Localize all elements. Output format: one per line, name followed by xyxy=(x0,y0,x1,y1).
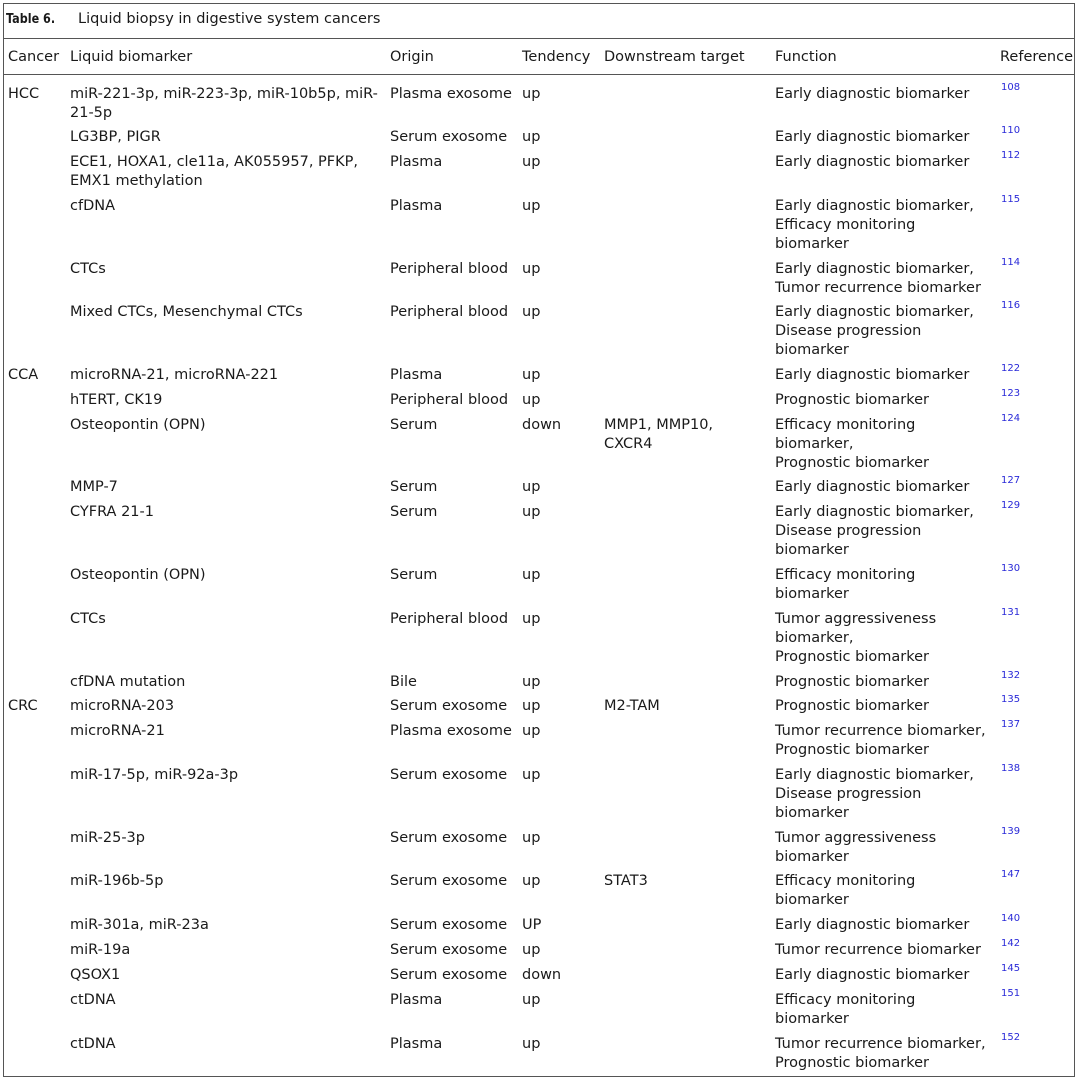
cell-function: Early diagnostic biomarker xyxy=(775,479,970,495)
cell-tendency: up xyxy=(522,873,541,889)
header-top-rule xyxy=(3,38,1075,39)
cell-function: Tumor aggressiveness biomarker, Prognostic biomarker xyxy=(775,611,937,665)
cell-reference-link[interactable]: 147 xyxy=(1001,869,1021,880)
cell-reference-link[interactable]: 114 xyxy=(1001,257,1021,268)
cell-tendency: up xyxy=(522,942,541,958)
cell-origin: Peripheral blood xyxy=(390,392,509,408)
cell-tendency: up xyxy=(522,129,541,145)
cell-tendency: up xyxy=(522,611,541,627)
cell-tendency: up xyxy=(522,674,541,690)
cell-origin: Plasma xyxy=(390,1036,443,1052)
cell-biomarker: microRNA-203 xyxy=(70,698,175,714)
cell-tendency: up xyxy=(522,723,541,739)
cell-function: Early diagnostic biomarker, Disease progression biomarker xyxy=(775,504,974,558)
cell-reference-link[interactable]: 139 xyxy=(1001,826,1021,837)
cell-tendency: up xyxy=(522,992,541,1008)
cell-biomarker: miR-25-3p xyxy=(70,830,145,846)
cell-tendency: up xyxy=(522,698,541,714)
cell-reference-link[interactable]: 108 xyxy=(1001,82,1021,93)
cell-function: Early diagnostic biomarker, Tumor recurrence biomarker xyxy=(775,261,981,296)
cell-origin: Serum exosome xyxy=(390,129,508,145)
cell-origin: Serum xyxy=(390,567,438,583)
cell-function: Prognostic biomarker xyxy=(775,392,929,408)
cell-biomarker: miR-301a, miR-23a xyxy=(70,917,209,933)
cell-reference-link[interactable]: 112 xyxy=(1001,150,1021,161)
cell-reference-link[interactable]: 123 xyxy=(1001,388,1021,399)
cell-reference-link[interactable]: 137 xyxy=(1001,719,1021,730)
cell-origin: Peripheral blood xyxy=(390,304,509,320)
cell-biomarker: ctDNA xyxy=(70,1036,116,1052)
cell-function: Prognostic biomarker xyxy=(775,674,929,690)
cell-tendency: up xyxy=(522,392,541,408)
cell-reference-link[interactable]: 151 xyxy=(1001,988,1021,999)
cell-origin: Peripheral blood xyxy=(390,611,509,627)
cell-downstream: M2-TAM xyxy=(604,698,660,714)
cell-function: Efficacy monitoring biomarker xyxy=(775,992,916,1027)
cell-function: Early diagnostic biomarker, Disease progression biomarker xyxy=(775,767,974,821)
cell-origin: Serum exosome xyxy=(390,830,508,846)
cell-function: Early diagnostic biomarker xyxy=(775,967,970,983)
cell-biomarker: miR-221-3p, miR-223-3p, miR-10b5p, miR- 21-5p xyxy=(70,86,378,121)
cell-cancer: HCC xyxy=(8,86,40,102)
cell-reference-link[interactable]: 110 xyxy=(1001,125,1021,136)
cell-biomarker: ctDNA xyxy=(70,992,116,1008)
header-origin: Origin xyxy=(390,49,434,65)
header-bottom-rule xyxy=(3,74,1075,75)
header-reference: Reference xyxy=(1000,49,1074,65)
cell-origin: Serum xyxy=(390,504,438,520)
cell-biomarker: microRNA-21 xyxy=(70,723,165,739)
cell-origin: Serum xyxy=(390,417,438,433)
cell-biomarker: Osteopontin (OPN) xyxy=(70,417,206,433)
cell-origin: Plasma xyxy=(390,198,443,214)
cell-reference-link[interactable]: 145 xyxy=(1001,963,1021,974)
cell-origin: Bile xyxy=(390,674,417,690)
cell-origin: Serum exosome xyxy=(390,698,508,714)
cell-reference-link[interactable]: 129 xyxy=(1001,500,1021,511)
cell-cancer: CRC xyxy=(8,698,38,714)
cell-origin: Plasma exosome xyxy=(390,86,512,102)
cell-reference-link[interactable]: 131 xyxy=(1001,607,1021,618)
table-caption xyxy=(6,9,381,30)
cell-tendency: up xyxy=(522,304,541,320)
cell-function: Efficacy monitoring biomarker xyxy=(775,873,916,908)
cell-biomarker: MMP-7 xyxy=(70,479,118,495)
cell-reference-link[interactable]: 122 xyxy=(1001,363,1021,374)
cell-origin: Serum exosome xyxy=(390,767,508,783)
cell-reference-link[interactable]: 152 xyxy=(1001,1032,1021,1043)
cell-function: Early diagnostic biomarker xyxy=(775,129,970,145)
cell-biomarker: CTCs xyxy=(70,261,106,277)
cell-reference-link[interactable]: 116 xyxy=(1001,300,1021,311)
cell-biomarker: cfDNA mutation xyxy=(70,674,186,690)
cell-biomarker: miR-17-5p, miR-92a-3p xyxy=(70,767,239,783)
header-function: Function xyxy=(775,49,837,65)
cell-biomarker: miR-19a xyxy=(70,942,131,958)
cell-tendency: down xyxy=(522,417,562,433)
cell-function: Efficacy monitoring biomarker, Prognostic biomarker xyxy=(775,417,929,471)
cell-tendency: up xyxy=(522,261,541,277)
cell-origin: Serum exosome xyxy=(390,873,508,889)
cell-biomarker: QSOX1 xyxy=(70,967,121,983)
cell-tendency: up xyxy=(522,504,541,520)
cell-function: Early diagnostic biomarker, Efficacy monitoring biomarker xyxy=(775,198,974,252)
table-label: Table 6. xyxy=(6,12,56,27)
header-tendency: Tendency xyxy=(522,49,591,65)
cell-function: Efficacy monitoring biomarker xyxy=(775,567,916,602)
cell-tendency: up xyxy=(522,198,541,214)
header-cancer: Cancer xyxy=(8,49,60,65)
cell-biomarker: CTCs xyxy=(70,611,106,627)
cell-reference-link[interactable]: 140 xyxy=(1001,913,1021,924)
cell-reference-link[interactable]: 124 xyxy=(1001,413,1021,424)
cell-biomarker: Osteopontin (OPN) xyxy=(70,567,206,583)
cell-origin: Serum exosome xyxy=(390,967,508,983)
cell-origin: Plasma exosome xyxy=(390,723,512,739)
header-biomarker: Liquid biomarker xyxy=(70,49,193,65)
cell-biomarker: LG3BP, PIGR xyxy=(70,129,161,145)
cell-reference-link[interactable]: 142 xyxy=(1001,938,1021,949)
cell-function: Early diagnostic biomarker xyxy=(775,86,970,102)
cell-function: Tumor recurrence biomarker, Prognostic biomarker xyxy=(775,723,986,758)
cell-origin: Serum xyxy=(390,479,438,495)
cell-tendency: up xyxy=(522,479,541,495)
cell-tendency: down xyxy=(522,967,562,983)
cell-reference-link[interactable]: 138 xyxy=(1001,763,1021,774)
cell-cancer: CCA xyxy=(8,367,39,383)
table-title: Liquid biopsy in digestive system cancers xyxy=(78,11,381,27)
cell-function: Prognostic biomarker xyxy=(775,698,929,714)
cell-tendency: up xyxy=(522,767,541,783)
cell-tendency: up xyxy=(522,830,541,846)
cell-function: Tumor aggressiveness biomarker xyxy=(775,830,937,865)
cell-reference-link[interactable]: 115 xyxy=(1001,194,1021,205)
cell-origin: Plasma xyxy=(390,992,443,1008)
cell-biomarker: microRNA-21, microRNA-221 xyxy=(70,367,279,383)
cell-tendency: up xyxy=(522,154,541,170)
cell-function: Tumor recurrence biomarker, Prognostic biomarker xyxy=(775,1036,986,1071)
cell-origin: Peripheral blood xyxy=(390,261,509,277)
cell-reference-link[interactable]: 135 xyxy=(1001,694,1021,705)
cell-tendency: up xyxy=(522,567,541,583)
cell-function: Early diagnostic biomarker xyxy=(775,154,970,170)
cell-origin: Plasma xyxy=(390,154,443,170)
cell-function: Early diagnostic biomarker, Disease progression biomarker xyxy=(775,304,974,358)
cell-function: Tumor recurrence biomarker xyxy=(775,942,981,958)
cell-origin: Serum exosome xyxy=(390,942,508,958)
header-downstream: Downstream target xyxy=(604,49,745,65)
cell-tendency: up xyxy=(522,86,541,102)
cell-reference-link[interactable]: 127 xyxy=(1001,475,1021,486)
cell-biomarker: cfDNA xyxy=(70,198,116,214)
cell-biomarker: hTERT, CK19 xyxy=(70,392,163,408)
cell-function: Early diagnostic biomarker xyxy=(775,917,970,933)
cell-origin: Serum exosome xyxy=(390,917,508,933)
cell-biomarker: miR-196b-5p xyxy=(70,873,164,889)
cell-reference-link[interactable]: 130 xyxy=(1001,563,1021,574)
cell-tendency: UP xyxy=(522,917,542,933)
cell-reference-link[interactable]: 132 xyxy=(1001,670,1021,681)
cell-origin: Plasma xyxy=(390,367,443,383)
cell-function: Early diagnostic biomarker xyxy=(775,367,970,383)
cell-downstream: MMP1, MMP10, CXCR4 xyxy=(604,417,714,452)
cell-tendency: up xyxy=(522,367,541,383)
cell-biomarker: Mixed CTCs, Mesenchymal CTCs xyxy=(70,304,303,320)
cell-downstream: STAT3 xyxy=(604,873,648,889)
cell-biomarker: ECE1, HOXA1, cle11a, AK055957, PFKP, EMX1 methylation xyxy=(70,154,358,189)
cell-tendency: up xyxy=(522,1036,541,1052)
cell-biomarker: CYFRA 21-1 xyxy=(70,504,154,520)
